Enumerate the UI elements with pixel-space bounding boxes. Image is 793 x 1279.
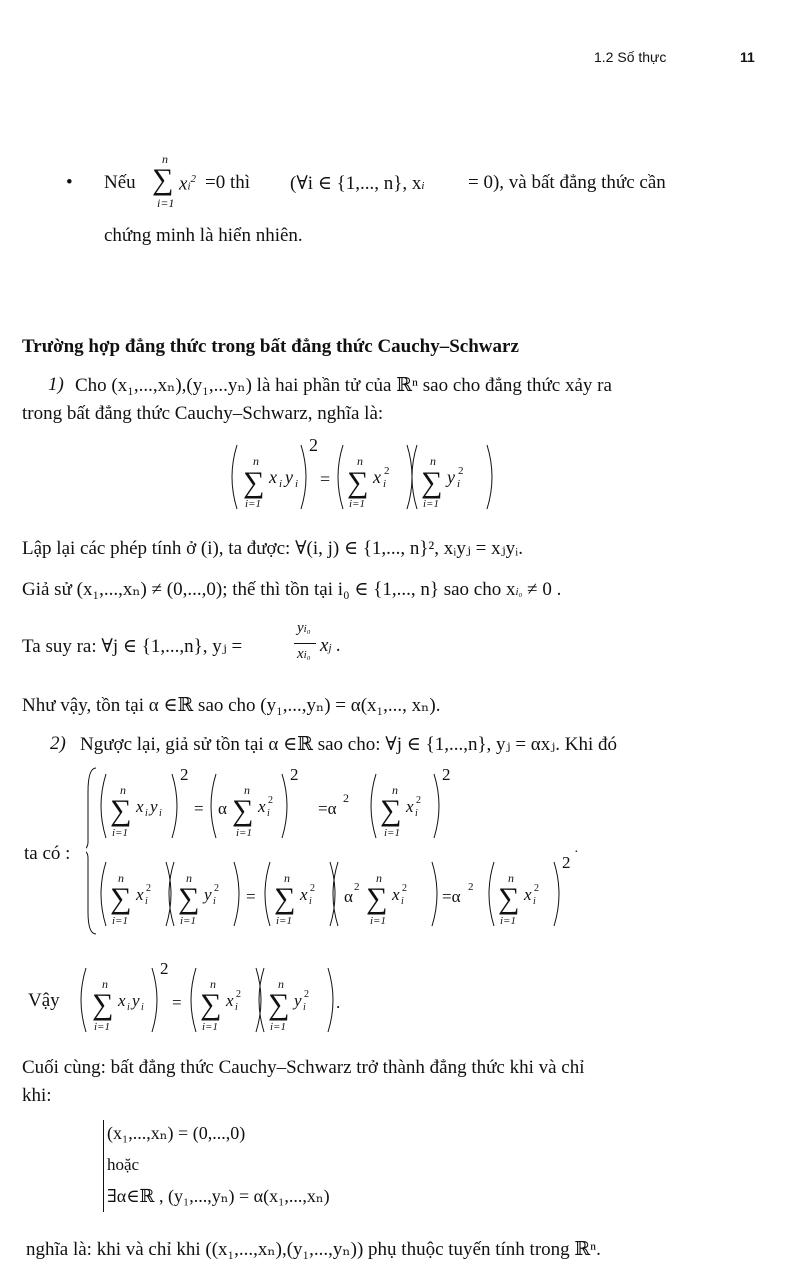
- svg-text:i=1: i=1: [202, 1021, 218, 1033]
- svg-text:x: x: [373, 467, 381, 487]
- svg-text:i: i: [457, 478, 461, 490]
- svg-text:i=1: i=1: [349, 498, 365, 510]
- equation-system-svg: [86, 762, 606, 942]
- svg-text:∑: ∑: [110, 794, 132, 827]
- svg-text:∑: ∑: [243, 466, 265, 499]
- case-or: hoặc: [107, 1155, 140, 1174]
- frac-num: yi₀: [297, 620, 311, 636]
- svg-text:n: n: [253, 454, 259, 468]
- line-nhu-vay: Như vậy, tồn tại α ∈ℝ sao cho (y₁,...,yₙ) = α(x₁,..., xₙ).: [22, 695, 441, 716]
- final-line: nghĩa là: khi và chỉ khi ((x₁,...,xₙ),(y₁,...,yₙ)) phụ thuộc tuyến tính trong ℝⁿ.: [26, 1239, 601, 1260]
- svg-text:.: .: [336, 993, 341, 1012]
- svg-text:i=1: i=1: [180, 915, 196, 927]
- svg-text:i: i: [145, 896, 148, 907]
- svg-text:x: x: [269, 467, 277, 487]
- svg-text:x: x: [136, 885, 144, 904]
- svg-text:=α: =α: [318, 799, 337, 818]
- svg-text:x: x: [226, 991, 234, 1010]
- svg-text:i=1: i=1: [370, 915, 386, 927]
- svg-text:∑: ∑: [380, 794, 402, 827]
- bullet1-cond: (∀i ∈ {1,..., n}, xi: [290, 173, 425, 194]
- svg-text:2: 2: [290, 765, 299, 784]
- svg-text:2: 2: [268, 795, 273, 806]
- svg-text:2: 2: [214, 883, 219, 894]
- line-gia-su: Giả sử (x₁,...,xₙ) ≠ (0,...,0); thế thì tồn tại i₀ ∈ {1,..., n} sao cho xi₀ ≠ 0 .: [22, 579, 562, 600]
- equation-1: [225, 437, 515, 517]
- equation-vay-svg: [72, 960, 372, 1040]
- bullet1-cond-end: = 0), và bất đẳng thức cần: [468, 172, 666, 193]
- svg-text:∑: ∑: [92, 988, 114, 1021]
- svg-text:i: i: [127, 1002, 130, 1013]
- svg-text:∑: ∑: [232, 794, 254, 827]
- cases-bar: [103, 1120, 104, 1212]
- svg-text:i: i: [303, 1002, 306, 1013]
- svg-text:n: n: [508, 871, 514, 885]
- bullet1-prefix: Nếu: [104, 172, 136, 193]
- p1-line2: trong bất đẳng thức Cauchy–Schwarz, nghĩa là:: [22, 403, 384, 424]
- svg-text:∑: ∑: [498, 882, 520, 915]
- svg-text:2: 2: [416, 795, 421, 806]
- svg-text:∑: ∑: [421, 466, 443, 499]
- svg-text:n: n: [357, 454, 363, 468]
- svg-text:x: x: [406, 797, 414, 816]
- section-title: Trường hợp đẳng thức trong bất đẳng thức Cauchy–Schwarz: [22, 336, 519, 357]
- svg-text:=: =: [320, 469, 331, 489]
- sigma: ∑: [152, 163, 174, 196]
- svg-text:i=1: i=1: [384, 827, 400, 839]
- svg-text:i: i: [267, 808, 270, 819]
- svg-text:n: n: [430, 454, 436, 468]
- cuoi-line1: Cuối cùng: bất đẳng thức Cauchy–Schwarz trở thành đẳng thức khi và chỉ: [22, 1057, 585, 1078]
- svg-text:=: =: [194, 799, 204, 818]
- svg-text:2: 2: [160, 960, 169, 978]
- cuoi-line2: khi:: [22, 1085, 52, 1106]
- svg-text:i: i: [415, 808, 418, 819]
- svg-text:i: i: [309, 896, 312, 907]
- svg-text:i: i: [145, 808, 148, 819]
- svg-text:x: x: [118, 991, 126, 1010]
- page-number: 11: [740, 49, 755, 65]
- svg-text:α: α: [218, 799, 227, 818]
- case-1: (x₁,...,xₙ) = (0,...,0): [107, 1123, 246, 1143]
- svg-text:i: i: [235, 1002, 238, 1013]
- svg-text:i: i: [383, 478, 387, 490]
- svg-text:n: n: [120, 783, 126, 797]
- ta-co-label: ta có :: [24, 843, 71, 864]
- svg-text:n: n: [210, 977, 216, 991]
- svg-text:n: n: [186, 871, 192, 885]
- svg-text:2: 2: [562, 853, 571, 872]
- svg-text:n: n: [118, 871, 124, 885]
- svg-text:x: x: [300, 885, 308, 904]
- svg-text:2: 2: [309, 437, 318, 455]
- svg-text:i=1: i=1: [276, 915, 292, 927]
- svg-text:2: 2: [146, 883, 151, 894]
- svg-text:n: n: [278, 977, 284, 991]
- svg-text:x: x: [136, 797, 144, 816]
- p1-line1: Cho (x₁,...,xₙ),(y₁,...yₙ) là hai phần tử của ℝⁿ sao cho đẳng thức xảy ra: [75, 375, 612, 396]
- svg-text:i: i: [159, 808, 162, 819]
- p1-label: 1): [48, 374, 64, 395]
- svg-text:i: i: [279, 478, 283, 490]
- svg-text:∑: ∑: [178, 882, 200, 915]
- svg-text:2: 2: [310, 883, 315, 894]
- svg-text:∑: ∑: [274, 882, 296, 915]
- svg-text:i: i: [213, 896, 216, 907]
- svg-text:2: 2: [236, 989, 241, 1000]
- svg-text:x: x: [392, 885, 400, 904]
- svg-text:2: 2: [304, 989, 309, 1000]
- svg-text:i=1: i=1: [94, 1021, 110, 1033]
- sum-lower: i=1: [157, 196, 175, 210]
- running-header: 1.2 Số thực: [594, 49, 667, 65]
- svg-text:n: n: [244, 783, 250, 797]
- svg-text:x: x: [258, 797, 266, 816]
- svg-text:n: n: [102, 977, 108, 991]
- equation-vay: [72, 960, 372, 1040]
- svg-text:2: 2: [343, 791, 349, 805]
- svg-text:2: 2: [384, 465, 390, 477]
- svg-text:i=1: i=1: [236, 827, 252, 839]
- line-lap-lai: Lập lại các phép tính ở (i), ta được: ∀(i, j) ∈ {1,..., n}², xᵢyⱼ = xⱼyᵢ.: [22, 538, 523, 559]
- frac-den: xi₀: [297, 646, 311, 662]
- svg-text:y: y: [132, 991, 140, 1010]
- svg-text:x: x: [524, 885, 532, 904]
- svg-text:α: α: [344, 887, 353, 906]
- p2-text: Ngược lại, giả sử tồn tại α ∈ℝ sao cho: ∀j ∈ {1,...,n}, yⱼ = αxⱼ. Khi đó: [80, 734, 618, 755]
- svg-text:=: =: [246, 887, 256, 906]
- bullet1-line2: chứng minh là hiển nhiên.: [104, 225, 303, 246]
- bullet: •: [66, 172, 73, 193]
- frac-bar: [294, 643, 316, 644]
- svg-text:i=1: i=1: [500, 915, 516, 927]
- svg-text:i=1: i=1: [112, 915, 128, 927]
- svg-text:∑: ∑: [200, 988, 222, 1021]
- svg-text:n: n: [392, 783, 398, 797]
- p2-label: 2): [50, 733, 66, 754]
- svg-text:n: n: [376, 871, 382, 885]
- equation-system: [86, 762, 606, 942]
- svg-text:y: y: [150, 797, 158, 816]
- line-ta-suy: Ta suy ra: ∀j ∈ {1,...,n}, yⱼ =: [22, 636, 243, 657]
- svg-text:y: y: [447, 467, 455, 487]
- svg-text:i=1: i=1: [112, 827, 128, 839]
- svg-text:2: 2: [180, 765, 189, 784]
- x-term: $xi^2$: [179, 173, 196, 195]
- svg-text:y: y: [204, 885, 212, 904]
- svg-text:y: y: [285, 467, 293, 487]
- svg-text:2: 2: [402, 883, 407, 894]
- svg-text:2: 2: [534, 883, 539, 894]
- svg-text:i=1: i=1: [245, 498, 261, 510]
- svg-text:∑: ∑: [268, 988, 290, 1021]
- svg-text:i: i: [401, 896, 404, 907]
- svg-text:∑: ∑: [347, 466, 369, 499]
- svg-text:i=1: i=1: [423, 498, 439, 510]
- svg-text:∑: ∑: [366, 882, 388, 915]
- svg-text:i: i: [141, 1002, 144, 1013]
- svg-text:2: 2: [354, 881, 360, 893]
- svg-text:2: 2: [468, 881, 474, 893]
- svg-text:=α: =α: [442, 887, 461, 906]
- svg-text:y: y: [294, 991, 302, 1010]
- svg-text:i: i: [533, 896, 536, 907]
- svg-text:i=1: i=1: [270, 1021, 286, 1033]
- svg-text:i: i: [295, 478, 299, 490]
- svg-text:·: ·: [574, 845, 579, 860]
- sum-upper: n: [162, 152, 168, 166]
- case-2: ∃α∈ℝ , (y₁,...,yₙ) = α(x₁,...,xₙ): [107, 1186, 330, 1206]
- equation-1-svg: [225, 437, 515, 517]
- xj-term: xj .: [320, 635, 341, 656]
- vay-label: Vậy: [28, 990, 60, 1011]
- bullet1-eq: =0 thì: [205, 172, 251, 193]
- svg-text:2: 2: [458, 465, 464, 477]
- svg-text:n: n: [284, 871, 290, 885]
- svg-text:2: 2: [442, 765, 451, 784]
- svg-text:=: =: [172, 993, 182, 1012]
- svg-text:∑: ∑: [110, 882, 132, 915]
